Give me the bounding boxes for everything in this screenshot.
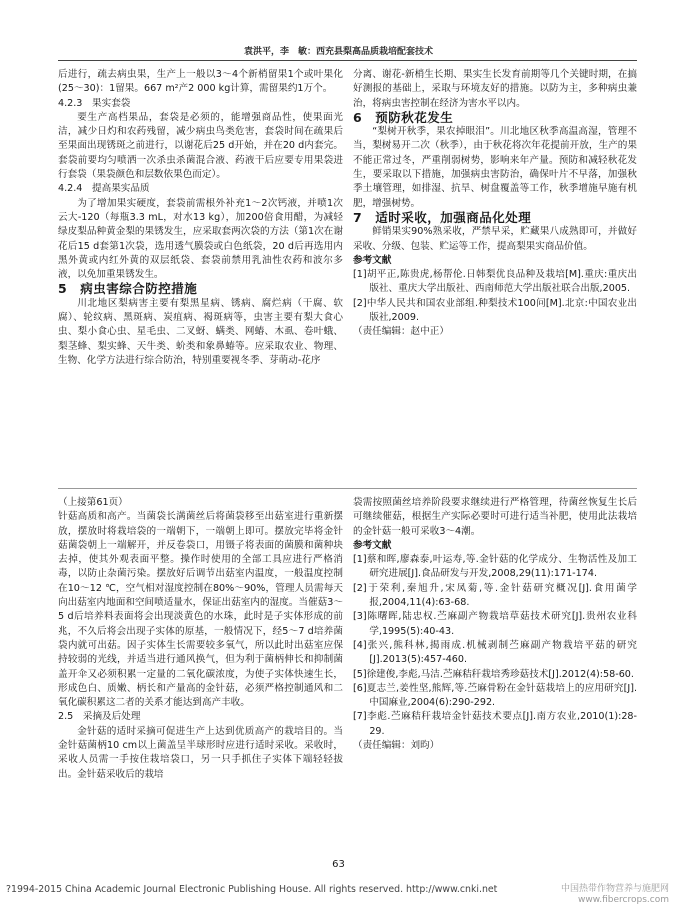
editor-credit: （责任编辑：刘昀）: [353, 740, 440, 752]
reference-item: [3]陈曙晖,陆忠权.苎麻副产物栽培草菇技术研究[J].贵州农业科学,1995(5):40-43.: [353, 611, 637, 637]
watermark-line: 中国热带作物营养与施肥网: [561, 884, 670, 894]
site-watermark: [561, 884, 669, 906]
paragraph: 金针菇的适时采摘可促进生产上达到优质高产的栽培目的。当金针菇菌柄10 cm以上菌盖呈半球形时应进行适时采收。采收时，采收人员需一手按住栽培袋口，另一只手抓住子实体下端轻轻拔出。金针菇采收后的栽培: [58, 725, 343, 780]
article-bottom-left-column: [58, 496, 343, 782]
copyright-footer: ?1994-2015 China Academic Journal Electronic Publishing House. All rights reserved. http://www.cnki.net: [6, 884, 498, 895]
reference-item: [4]张兴,熊科林,揭雨成.机械剥制苎麻副产物栽培平菇的研究[J].2013(5):457-460.: [353, 639, 637, 666]
reference-item: [5]徐建俊,李彪,马洁.苎麻秸秆栽培秀珍菇技术[J].2012(4):58-60.: [353, 668, 634, 680]
subsection-heading: 4.2.4 提高果实品质: [58, 183, 150, 195]
article-bottom-right-column: [353, 496, 637, 753]
references-heading: 参考文献: [353, 254, 392, 266]
subsection-heading: 4.2.3 果实套袋: [58, 97, 131, 109]
paragraph: “梨树开秋季，果农掉眼泪”。川北地区秋季高温高湿，管理不当，梨树易开二次（秋季），由于秋花将次年花提前开放，生产的果不能正常过冬，严重削弱树势，影响来年产量。预防和减轻秋花发生，要采取以下措施，加强病虫害防治，确保叶片不早落，加强秋季土壤管理，如排湿、抗旱、树盘覆盖等工作，秋季增施早施有机肥，增强树势。: [353, 126, 637, 209]
header-rule: [58, 60, 637, 61]
section-heading: 7 适时采收，加强商品化处理: [353, 209, 532, 225]
paragraph: 要生产高档果品，套袋是必须的，能增强商品性，使果面光洁，减少日灼和农药残留，减少病虫鸟类危害，套袋时间在疏果后至果面出现锈斑之前进行，以谢花后25 d开始，并在20 d内套完。套袋前要均匀喷洒一次杀虫杀菌混合液、药液干后应要专用果袋进行套袋（果袋颜色和层数依果色而定）。: [58, 111, 343, 181]
paragraph: 鲜销果实90%熟采收，严禁早采，贮藏果八成熟即可，并做好采收、分级、包装、贮运等工作，提高梨果实商品价值。: [353, 226, 637, 252]
section-heading: 6 预防秋花发生: [353, 109, 454, 125]
references-heading: 参考文献: [353, 539, 392, 551]
paragraph: 川北地区梨病害主要有梨黑星病、锈病、腐烂病（干腐、软腐）、轮纹病、黑斑病、炭疽病、褐斑病等，虫害主要有梨大食心虫、梨小食心虫、星毛虫、二叉蚜、螨类、网蝽、木虱、卷叶蛾、梨茎蜂、梨实蜂、天牛类、蚧类和象鼻蝽等。应采取农业、物理、生物、化学方法进行综合防治，特别重要视冬季、芽萌动-花序: [58, 297, 343, 366]
editor-credit: （责任编辑：赵中正）: [353, 326, 449, 338]
reference-item: [2]中华人民共和国农业部组.种梨技术100问[M].北京:中国农业出版社,2009.: [353, 297, 637, 324]
reference-item: [1]蔡和晖,廖森泰,叶运寿,等.金针菇的化学成分、生物活性及加工研究进展[J].食品研发与开发,2008,29(11):171-174.: [353, 554, 637, 580]
article-divider: [58, 488, 637, 489]
article-top-right-column: [353, 68, 637, 340]
page-number: 63: [332, 859, 345, 870]
section-heading: 5 病虫害综合防控措施: [58, 281, 198, 297]
paragraph: 针菇高质和高产。当菌袋长满菌丝后将菌袋移至出菇室进行重新摆放，摆放时将栽培袋的一端朝下，一端朝上即可。摆放完毕将金针菇菌袋朝上一端解开，并反卷袋口，用镊子将表面的菌膜和菌种块去掉，使其外观表面平整。操作时使用的全部工具应进行严格消毒，以防止杂菌污染。摆放好后调节出菇室内温度，一般温度控制在10～12 ℃，空气相对湿度控制在80%～90%，管理人员需每天向出菇室内地面和空间喷适量水，保证出菇室内的湿度。当催菇3～5 d后培养料表面将会出现淡黄色的水珠，此时是子实体形成的前兆，不久后将会出现子实体的原基，一般情况下，经5～7 d培养菌袋内就可出菇。因子实体生长需要较多氧气，所以此时出菇室应保持较弱的光线，并适当进行通风换气，但为利于菌柄伸长和抑制菌盖开伞又必须积累一定量的二氧化碳浓度，为使子实体快速生长，形成色白、质嫩、柄长和产量高的金针菇，必须严格控制通风和二氧化碳积累这二者的关系才能达到高产丰收。: [58, 511, 343, 709]
article-top-left-column: [58, 68, 343, 368]
paragraph: （上接第61页）: [58, 497, 128, 508]
reference-item: [1]胡平正,陈贵虎,杨帮伦.日韩梨优良品种及栽培[M].重庆:重庆出版社、重庆大学出版社、西南师范大学出版社联合出版,2005.: [353, 269, 637, 295]
subsection-heading: 2.5 采摘及后处理: [58, 711, 141, 723]
running-header: 袁洪平，李 敏：西充县梨高品质栽培配套技术: [243, 47, 433, 57]
paragraph: 后进行，疏去病虫果，生产上一般以3～4个新梢留果1个或叶果化(25～30)：1留果。667 m²产2 000 kg计算，需留果约1万个。: [58, 69, 343, 95]
reference-item: [2]于荣利,秦旭升,宋凤菊,等.金针菇研究概况[J].食用菌学报,2004,11(4):63-68.: [353, 582, 637, 609]
paragraph: 为了增加果实硬度，套袋前需根外补充1～2次钙液，并喷1次云大-120（每瓶3.3 mL，对水13 kg），加200倍食用醋，为减轻绿皮梨品种黄金梨的果锈发生，应采取套两次袋的方法（第1次在谢花后15 d套第1次袋，选用透气膜袋或白色纸袋，20 d后再选用内黑外黄或内红外黄的双层纸袋、套袋前禁用乳油性农药和波尔多液，以免加重果锈发生。: [58, 197, 343, 281]
watermark-line: www.fibercrops.com: [578, 895, 669, 905]
reference-item: [7]李彪.苎麻秸秆栽培金针菇技术要点[J].南方农业,2010(1):28-29.: [353, 711, 637, 737]
paragraph: 袋需按照菌丝培养阶段要求继续进行严格管理，待菌丝恢复生长后可继续催菇，根据生产实际必要时可进行适当补肥，使用此法栽培的金针菇一般可采收3～4潮。: [353, 497, 637, 537]
reference-item: [6]夏志兰,姜性坚,熊辉,等.苎麻骨粉在金针菇栽培上的应用研究[J].中国麻业,2004(6):290-292.: [353, 682, 637, 709]
paragraph: 分离、谢花-新梢生长期、果实生长发育前期等几个关键时期，在搞好测报的基础上，采取与环境友好的措施。以防为主，多种病虫兼治，将病虫害控制在经济为害水平以内。: [353, 69, 637, 109]
